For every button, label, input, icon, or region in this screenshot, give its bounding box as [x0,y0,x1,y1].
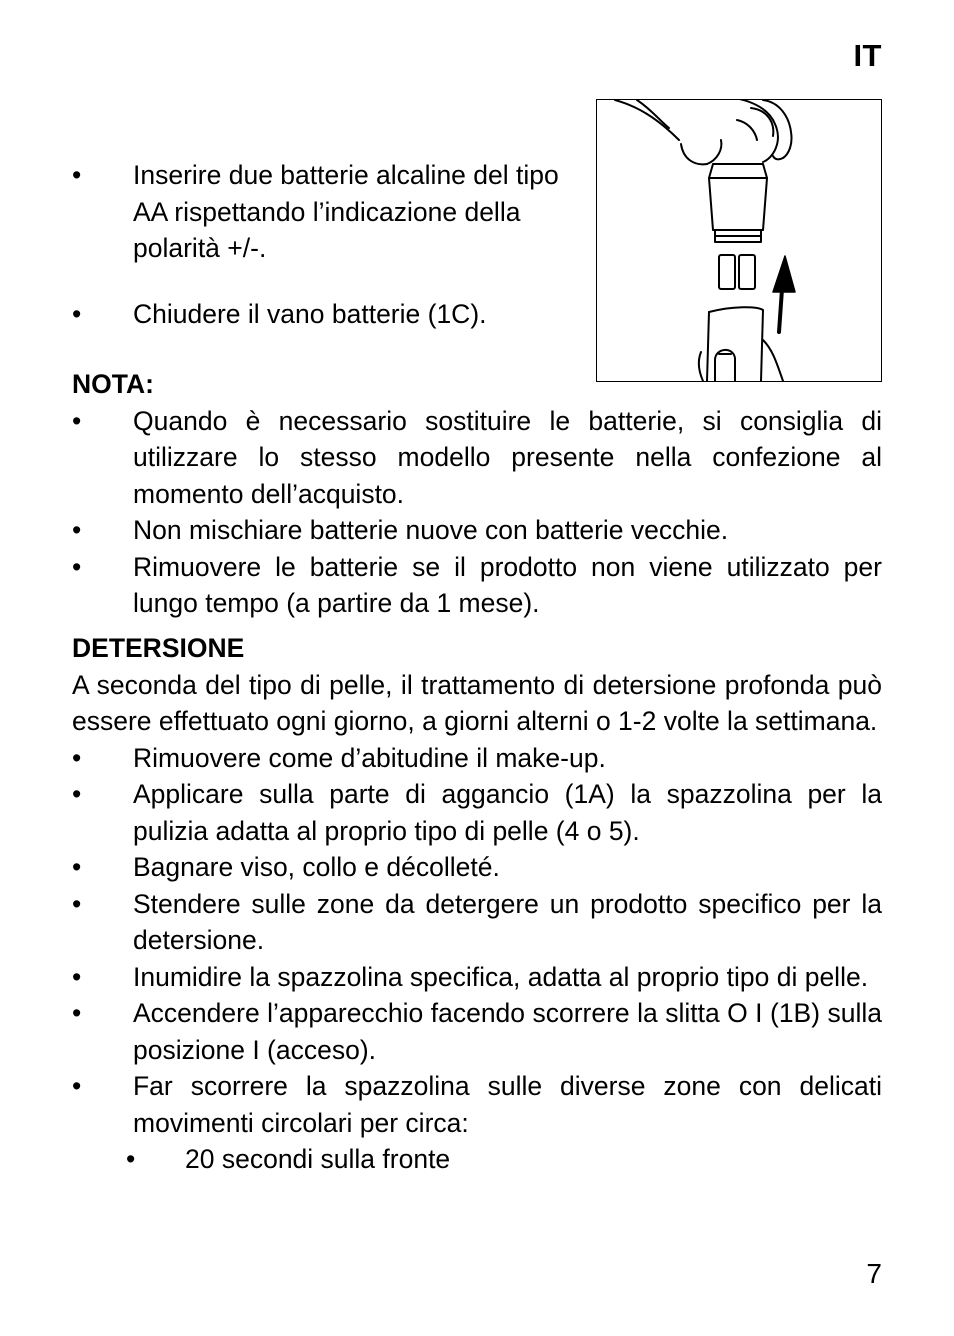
list-item: • Stendere sulle zone da detergere un prodotto specifico per la detersione. [72,886,882,959]
detersione-heading: DETERSIONE [72,633,245,663]
list-item: • Rimuovere come d’abitudine il make-up. [72,740,882,777]
list-item: • Quando è necessario sostituire le batterie, si consiglia di utilizzare lo stesso modello presente nella confezione al momento dell’acquisto. [72,403,882,513]
list-item: • Rimuovere le batterie se il prodotto non viene utilizzato per lungo tempo (a partire da 1 mese). [72,549,882,622]
sub-list-item: • 20 secondi sulla fronte [126,1141,882,1178]
list-item: • Bagnare viso, collo e décolleté. [72,849,882,886]
list-item: • Accendere l’apparecchio facendo scorrere la slitta O I (1B) sulla posizione I (acceso). [72,995,882,1068]
detersione-intro: A seconda del tipo di pelle, il trattamento di detersione profonda può essere effettuato ogni giorno, a giorni alterni o 1-2 volte la settimana. [72,669,882,736]
list-item: • Inserire due batterie alcaline del tipo AA rispettando l’indicazione della polarità +/-. [72,157,567,267]
battery-insertion-illustration [596,99,882,382]
nota-heading: NOTA: [72,369,154,399]
battery-instructions [72,157,567,361]
battery-icon [699,164,783,381]
page-number: 7 [866,1258,882,1289]
nota-section [72,366,882,622]
list-item: • Applicare sulla parte di aggancio (1A) la spazzolina per la pulizia adatta al proprio tipo di pelle (4 o 5). [72,776,882,849]
hand-icon [615,100,792,164]
list-item: • Far scorrere la spazzolina sulle diverse zone con delicati movimenti circolari per circa: [72,1068,882,1141]
list-item: • Chiudere il vano batterie (1C). [72,296,567,333]
up-arrow-icon [773,256,795,332]
detersione-section [72,630,882,1178]
list-item: • Inumidire la spazzolina specifica, adatta al proprio tipo di pelle. [72,959,882,996]
list-item: • Non mischiare batterie nuove con batterie vecchie. [72,512,882,549]
language-code: IT [853,38,882,73]
